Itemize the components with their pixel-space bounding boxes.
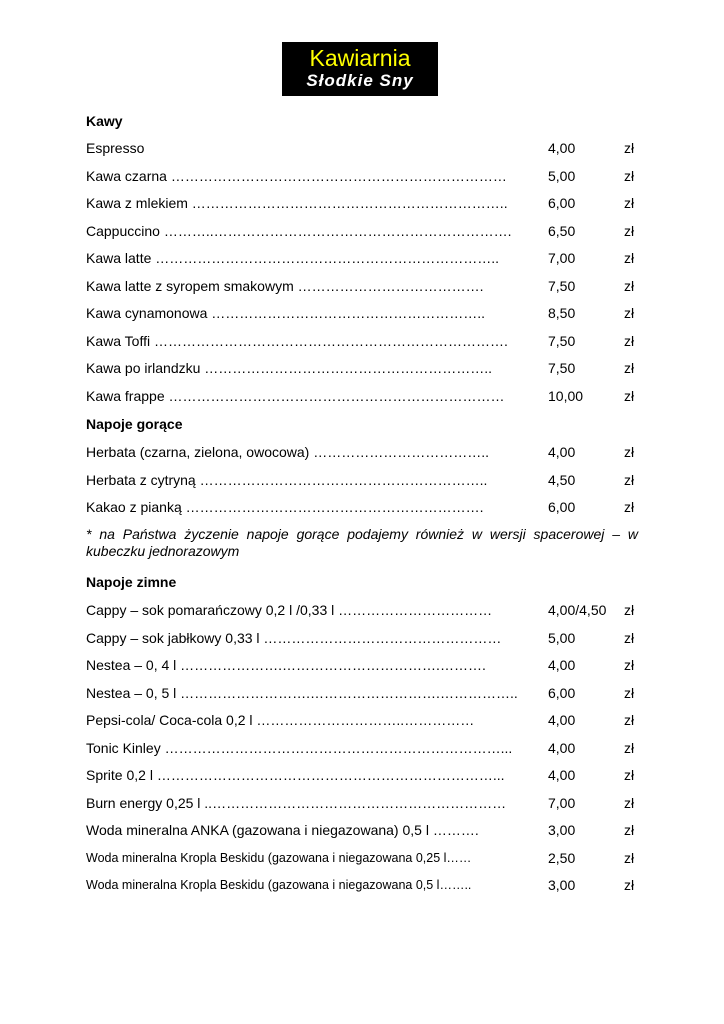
menu-item xyxy=(86,386,638,406)
section-heading-napoje-gorace: Napoje gorące xyxy=(86,416,183,432)
item-name: Cappy – sok pomarańczowy 0,2 l /0,33 l …………………………… xyxy=(86,602,493,618)
item-name: Woda mineralna Kropla Beskidu (gazowana i niegazowana 0,25 l…… xyxy=(86,850,472,865)
item-name: Tonic Kinley ………………………………………………………………... xyxy=(86,739,513,756)
item-price: 7,50 xyxy=(548,332,576,349)
item-price: 6,00 xyxy=(548,195,576,211)
item-name: Kawa Toffi …………………………………………………………………. xyxy=(86,332,508,349)
item-currency: zł xyxy=(624,471,635,488)
item-price: 4,00 xyxy=(548,444,576,460)
logo-title: Kawiarnia xyxy=(309,45,411,71)
item-name: Kawa czarna ……………………………………………………………… xyxy=(86,167,507,184)
menu-item xyxy=(86,600,638,620)
menu-item xyxy=(86,248,638,268)
menu-item xyxy=(86,683,638,703)
item-currency: zł xyxy=(624,877,635,893)
logo-subtitle: Słodkie Sny xyxy=(306,71,414,90)
menu-item xyxy=(86,655,638,675)
item-name: Woda mineralna Kropla Beskidu (gazowana i niegazowana 0,5 l…….. xyxy=(86,878,472,892)
item-currency: zł xyxy=(624,444,635,460)
menu-item xyxy=(86,442,638,462)
item-price: 5,00 xyxy=(548,629,576,646)
item-name: Herbata z cytryną …………………………………………………….. xyxy=(86,471,488,488)
menu-item xyxy=(86,710,638,730)
item-price: 2,50 xyxy=(548,849,576,866)
item-price: 6,00 xyxy=(548,499,576,515)
item-name: Woda mineralna ANKA (gazowana i niegazowana) 0,5 l ………. xyxy=(86,822,479,838)
item-currency: zł xyxy=(624,794,635,811)
item-price: 3,00 xyxy=(548,877,576,893)
item-currency: zł xyxy=(624,712,635,728)
item-name: Cappy – sok jabłkowy 0,33 l …………………………………………… xyxy=(86,629,502,646)
item-currency: zł xyxy=(624,739,635,756)
item-name: Kawa frappe ……………………………………………………………… xyxy=(86,387,505,404)
menu-item xyxy=(86,628,638,648)
item-price: 6,50 xyxy=(548,222,576,239)
item-currency: zł xyxy=(624,629,635,646)
item-price: 7,00 xyxy=(548,250,576,266)
item-name: Kawa latte z syropem smakowym …………………………………. xyxy=(86,277,484,294)
menu-item xyxy=(86,848,638,868)
menu-item xyxy=(86,738,638,758)
menu-item xyxy=(86,358,638,378)
menu-item xyxy=(86,793,638,813)
item-currency: zł xyxy=(624,195,635,211)
item-currency: zł xyxy=(624,222,635,239)
menu-item xyxy=(86,193,638,213)
menu-item xyxy=(86,497,638,517)
menu-item xyxy=(86,221,638,241)
item-price: 8,50 xyxy=(548,305,576,321)
item-price: 5,00 xyxy=(548,167,576,184)
item-price: 6,00 xyxy=(548,684,576,701)
menu-item xyxy=(86,276,638,296)
item-name: Kawa cynamonowa ………………………………………………….. xyxy=(86,305,486,321)
item-currency: zł xyxy=(624,849,635,866)
menu-item xyxy=(86,138,638,158)
item-price: 4,00 xyxy=(548,657,576,673)
item-name: Herbata (czarna, zielona, owocowa) ……………………………….. xyxy=(86,444,489,460)
item-price: 7,50 xyxy=(548,360,576,376)
item-name: Pepsi-cola/ Coca-cola 0,2 l …………………………..…………… xyxy=(86,712,475,728)
item-name: Kawa po irlandzku …………………………………………………….. xyxy=(86,360,493,376)
section-heading-kawy: Kawy xyxy=(86,113,123,129)
item-currency: zł xyxy=(624,167,635,184)
item-name: Cappuccino ………..………………………………………………………. xyxy=(86,222,512,239)
menu-item xyxy=(86,166,638,186)
item-price: 3,00 xyxy=(548,822,576,838)
item-currency: zł xyxy=(624,822,635,838)
item-price: 4,50 xyxy=(548,471,576,488)
menu-item xyxy=(86,820,638,840)
item-currency: zł xyxy=(624,602,635,618)
menu-item xyxy=(86,331,638,351)
menu-item xyxy=(86,303,638,323)
item-name: Kakao z pianką ………………………………………………………. xyxy=(86,499,484,515)
item-price: 4,00 xyxy=(548,739,576,756)
item-currency: zł xyxy=(624,657,635,673)
item-currency: zł xyxy=(624,684,635,701)
item-name: Kawa z mlekiem ………………………………………………………….. xyxy=(86,195,508,211)
menu-item xyxy=(86,765,638,785)
menu-item xyxy=(86,470,638,490)
menu-item xyxy=(86,875,638,895)
item-price: 7,00 xyxy=(548,794,576,811)
item-currency: zł xyxy=(624,360,635,376)
item-price: 4,00/4,50 xyxy=(548,602,607,618)
item-currency: zł xyxy=(624,250,635,266)
cafe-logo xyxy=(282,42,438,96)
item-price: 10,00 xyxy=(548,387,584,404)
item-price: 7,50 xyxy=(548,277,576,294)
item-price: 4,00 xyxy=(548,140,576,156)
item-price: 4,00 xyxy=(548,767,576,783)
item-currency: zł xyxy=(624,387,635,404)
item-currency: zł xyxy=(624,277,635,294)
item-currency: zł xyxy=(624,305,635,321)
item-currency: zł xyxy=(624,332,635,349)
section-heading-napoje-zimne: Napoje zimne xyxy=(86,574,177,590)
item-currency: zł xyxy=(624,140,635,156)
item-name: Burn energy 0,25 l ..……………………………………………………… xyxy=(86,794,507,811)
item-currency: zł xyxy=(624,499,635,515)
item-name: Kawa latte ……………………………………………………………….. xyxy=(86,250,500,266)
item-price: 4,00 xyxy=(548,712,576,728)
item-name: Nestea – 0, 5 l ……………………….……………………….…………….. xyxy=(86,684,518,701)
item-name: Sprite 0,2 l ………………………………………………………………... xyxy=(86,767,505,783)
item-name: Nestea – 0, 4 l ………………….…………………………….………. xyxy=(86,657,486,673)
item-name: Espresso xyxy=(86,140,145,156)
item-currency: zł xyxy=(624,767,635,783)
takeaway-note: * na Państwa życzenie napoje gorące podajemy również w wersji spacerowej – w kubeczku jednorazowym xyxy=(86,526,638,559)
